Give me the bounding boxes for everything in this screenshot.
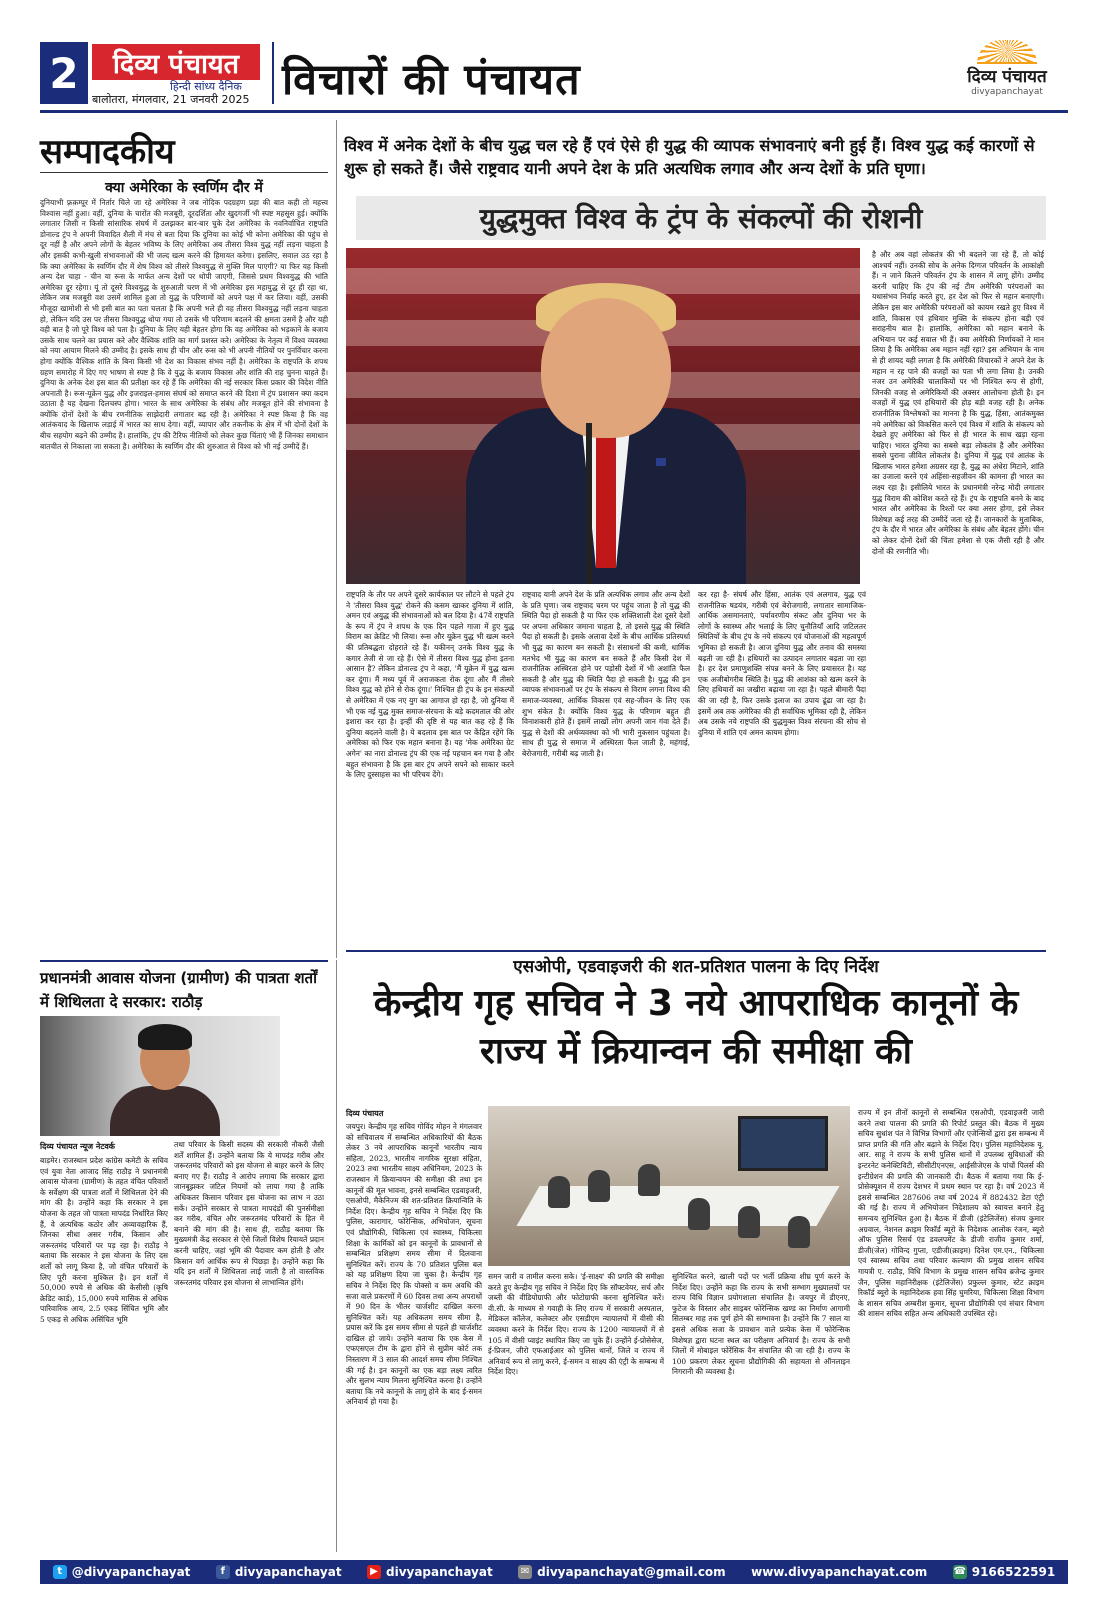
pull-quote: विश्व में अनेक देशों के बीच युद्ध चल रहे हैं एवं ऐसे ही युद्ध की व्यापक संभावनाएं बनी हुई हैं। विश्व युद्ध कई कारणों से शुरू हो सकते हैं। जैसे राष्ट्रवाद यानी अपने देश के प्रति अत्यधिक लगाव और अन्य देशों के प्रति घृणा। [344, 136, 1035, 178]
footer-twitter[interactable] [53, 1565, 191, 1579]
lead-headline: युद्धमुक्त विश्व के ट्रंप के संकल्पों की रोशनी [356, 196, 1046, 240]
pm-story-rule [40, 960, 328, 962]
story-kicker: एसओपी, एडवाइजरी की शत-प्रतिशत पालना के दिए निर्देश [346, 950, 1046, 978]
editorial-body: दुनियाभी फ़्रक़म्प़ूर में निर्तार चिले जा रहे अमेरिका ने जब नोदिक पदग्रहण प्रहा की बात कही तो महत्त्व विश्वास नहीं हुआ। वहीं, दुनिया के चारोंत की मजबूरी, दूरदर्शिता और खुदगर्जी भी स्पष्ट महसूस हुई। क्योंकि लगातार जिसी न किसी सांसारिक संघर्ष में उलझकर बार-बार चुके देश अमेरिका के नवनिर्वाचित राष्ट्रपति डोनाल्ड ट्रंप ने अपनी विवादित शैली में मंच से बता दिया कि दुनिया का कोई भी कोना अमेरिका की पहुंच से दूर नहीं है और अपने लोगों के बेहतर भविष्य के लिए अमेरिका अब तीसरा विश्व युद्ध नहीं लड़ना चाहता है और इसकी कभी-खुली संभावनाओं की भी जल्द खत्म करने की हिमायत करेगा। इसलिए, सवाल उठ रहा है कि क्या अमेरिका के स्वर्णिम दौर में शेष विश्व को तीसरे विश्वयुद्ध से मुक्ति मिल पाएगी? या फिर यह किसी अन्य देश चाहा - चीन या रूस के मार्फत अन्य देशों पर थोपी जाएगी, जिससे प्रथम विश्वयुद्ध की भांति अमेरिका दूर रहेगा। यूं तो दूसरे विश्वयुद्ध के शुरुआती चरण में भी अमेरिका इस महायुद्ध से दूर ही रहा था, लेकिन जब मजबूरी वश उसमें शामिल हुआ तो युद्ध के परिणामों को अपने पक्ष में कर लिया। वहीं, उसकी मौजूदा खामोशी से भी इसी बात का पता चलता है कि अपनी भले ही वह तीसरा विश्वयुद्ध नहीं लड़ना चाहता हो, लेकिन यदि उस पर तीसरा विश्वयुद्ध थोपा गया तो उसके भी परिणाम बदलने की क्षमता उसमें है और यही वही बात है जो पूरे विश्व को पता है। दुनिया के लिए यही बेहतर होगा कि वह अमेरिका को भड़काने के बजाय उसके साथ चलने का प्रयास करे और वैश्विक शांति का मार्ग प्रशस्त करे। अमेरिका के नेतृत्व में विश्व व्यवस्था को नया आयाम मिलने की उम्मीद है। इसके साथ ही चीन और रूस को भी अपनी नीतियों पर पुनर्विचार करना होगा क्योंकि वैश्विक शांति के बिना किसी भी देश का विकास संभव नहीं है। अमेरिका के राष्ट्रपति के शपथ ग्रहण समारोह में दिए गए भाषण से स्पष्ट है कि वे युद्ध के बजाय विकास और शांति की राह चुनना चाहते हैं। दुनिया के अनेक देश इस बात की प्रतीक्षा कर रहे हैं कि अमेरिका की नई सरकार किस प्रकार की विदेश नीति अपनाती है। रूस-यूक्रेन युद्ध और इजराइल-हमास संघर्ष को समाप्त करने की दिशा में ट्रंप प्रशासन क्या कदम उठाता है यह देखना दिलचस्प होगा। भारत के साथ अमेरिका के संबंध और मजबूत होने की संभावना है क्योंकि दोनों देशों के बीच रणनीतिक साझेदारी लगातार बढ़ रही है। अमेरिका ने स्पष्ट किया है कि वह आतंकवाद के खिलाफ लड़ाई में भारत का साथ देगा। वहीं, व्यापार और तकनीक के क्षेत्र में भी दोनों देशों के बीच सहयोग बढ़ने की उम्मीद है। हालांकि, ट्रंप की टैरिफ नीतियों को लेकर कुछ चिंताएं भी हैं जिनका समाधान बातचीत से निकाला जा सकता है। अमेरिका के स्वर्णिम दौर की शुरुआत से विश्व को भी नई उम्मीदें हैं। [40, 198, 328, 451]
phone-icon: ☎ [953, 1566, 966, 1577]
footer-bar [40, 1560, 1068, 1584]
home-secretary-col2: समन जारी व तामील करना सके। 'ई-साक्ष्य' की प्रगति की समीक्षा करते हुए केन्द्रीय गृह सचिव ने निर्देश दिए कि सॉफ्टवेयर, सर्च और जब्ती की वीडियोग्राफी और फोटोग्राफी करना सुनिश्चित करें। वी.सी. के माध्यम से गवाही के लिए राज्य में सरकारी अस्पताल, मेडिकल कॉलेज, कलेक्टर और एसडीएम न्यायालयों में वीसी की व्यवस्था करने के निर्देश दिए। राज्य के 1200 न्यायालयों में से 105 में वीसी प्वाइंट स्थापित किए जा चुके हैं। उन्होंने ई-प्रोसेसेज, ई-प्रिजन, जीरो एफआईआर को पुलिस थानों, जिले व राज्य में अनिवार्य रूप से लागू करने, ई-समन व साक्ष्य की एंट्री के सम्बन्ध में निर्देश दिए। [488, 1272, 664, 1377]
pm-story-byline: दिव्य पंचायत न्यूज नेटवर्क [40, 1142, 115, 1151]
lead-article-col2: राष्ट्रवाद यानी अपने देश के प्रति अत्यधिक लगाव और अन्य देशों के प्रति घृणा। जब राष्ट्रवाद चरम पर पहुंच जाता है तो युद्ध की स्थिति पैदा हो सकती है या फिर एक शक्तिशाली देश दूसरे देशों पर अपना अधिकार जमाना चाहता है, तो इससे युद्ध की स्थिति पैदा हो सकती है। इसके अलावा देशों के बीच आर्थिक प्रतिस्पर्धा भी युद्ध का कारण बन सकती है। संसाधनों की कमी, धार्मिक मतभेद भी युद्ध का कारण बन सकते हैं और किसी देश में राजनीतिक अस्थिरता होने पर पड़ोसी देशों में भी अशांति फैल सकती है और युद्ध की स्थिति पैदा हो सकती है। युद्ध की इन व्यापक संभावनाओं पर ट्रंप के संकल्प से विराम लगना विश्व की समाज-व्यवस्था, आर्थिक विकास एवं सह-जीवन के लिए एक शुभ संकेत है। क्योंकि विश्व युद्ध के परिणाम बहुत ही विनाशकारी होते हैं। इसमें लाखों लोग अपनी जान गंवा देते हैं। युद्ध से देशों की अर्थव्यवस्था को भी भारी नुकसान पहुंचता है। साथ ही युद्ध से समाज में अस्थिरता फैल जाती है, महंगाई, बेरोजगारी, गरीबी बढ़ जाती है। [522, 590, 690, 758]
paper-name: दिव्य पंचायत [92, 44, 260, 80]
logo-url: divyapanchayat [971, 87, 1043, 97]
rathore-photo [40, 1016, 280, 1136]
story-byline: दिव्य पंचायत [346, 1109, 384, 1118]
dateline: बालोतरा, मंगलवार, 21 जनवरी 2025 [92, 93, 250, 106]
masthead-divider [272, 42, 274, 104]
youtube-handle: divyapanchayat [385, 1565, 493, 1579]
home-secretary-col3: सुनिश्चित करने, खाली पदों पर भर्ती प्रक्रिया शीघ्र पूर्ण करने के निर्देश दिए। उन्होंने कहा कि राज्य के सभी सम्भाग मुख्यालयों पर राज्य विधि विज्ञान प्रयोगशाला संचालित है। जयपुर में डीएनए, फुटेज के विस्तार और साइबर फोरेन्सिक खण्ड का निर्माण आगामी सितम्बर माह तक पूर्ण होने की सम्भावना है। उन्होंने कि 7 साल या इससे अधिक सजा के प्रावधान वाले प्रत्येक केस में फोरेन्सिक विशेषज्ञ द्वारा घटना स्थल का परीक्षण अनिवार्य है। राज्य के सभी जिलों में मोबाइल फोरेंसिक वैन संचालित की जा रही है। राज्य के 100 प्रकरण लेकर सूचना प्रौद्योगिकी की सहायता से ऑनलाइन निगरानी की व्यवस्था है। [672, 1272, 850, 1377]
screen-icon [738, 1116, 828, 1171]
editorial-section-title: सम्पादकीय [40, 132, 175, 172]
footer-youtube[interactable] [367, 1565, 493, 1579]
email-icon: ✉ [518, 1565, 532, 1579]
footer-email[interactable] [518, 1565, 726, 1579]
lead-article-col4: है और अब वहां लोकतंत्र की भी बदलने जा रहे हैं, तो कोई आश्चर्य नहीं। उनकी सोच के अनेक दिग्गज परिवर्तन के आकांक्षी हैं। न जाने कितने परिवर्तन ट्रंप के शासन में लागू होंगे। उम्मीद करनी चाहिए कि ट्रंप की नई टीम अमेरिकी परंपराओं का यथासंभव निर्वाह करते हुए, हर देश को फिर से महान बनाएगी। लेकिन इस बार अमेरिकी परंपराओं को कायम रखते हुए विश्व में शांति, विकास एवं हथियार मुक्ति के संकल्प होना बड़ी एवं सराहनीय बात है। हालांकि, अमेरिका को महान बनाने के अभियान पर कई सवाल भी हैं। क्या अमेरिकी निर्णायकों ने मान लिया है कि अमेरिका अब महान नहीं रहा? इस अभियान के नाम से ही शायद यही लगता है कि अमेरिकी विचारकों ने अपने देश के महान न रह पाने की वजहों का पता भी लगा लिया है। उनकी नजर उन अमेरिकी चालाकियों पर भी निश्चित रूप से होगी, जिनकी वजह से अमेरिकियों की अक्सर आलोचना होती है। इन वजहों में युद्ध एवं हथियारों की होड़ बड़ी वजह रही है। अनेक राजनीतिक विश्लेषकों का मानना है कि युद्ध, हिंसा, आतंकमुक्त नये अमेरिका को विकसित करने एवं विश्व में शांति के संकल्प को देखते हुए अमेरिका को फिर से ही भारत के साथ खड़ा रहना चाहिए। भारत दुनिया का सबसे बड़ा लोकतंत्र है और अमेरिका सबसे पुराना जीवित लोकतंत्र है। दुनिया में युद्ध एवं आतंक के खिलाफ भारत हमेशा अग्रसर रहा है, युद्ध का अंधेरा मिटाने, शांति का उजाला करने एवं अहिंसा-सहजीवन की कामना ही भारत का लक्ष्य रहा है। इसीलिये भारत के प्रधानमंत्री नरेन्द्र मोदी लगातार युद्ध विराम की कोशिश करते रहे हैं। ट्रंप के राष्ट्रपति बनने के बाद भारत और अमेरिका के रिश्तों पर क्या असर होगा, इसे लेकर विशेषज्ञ कई तरह की उम्मीदें जता रहे हैं। जानकारों के मुताबिक, ट्रंप के दौर में भारत और अमेरिका के संबंध और बेहतर होंगे। चीन को लेकर दोनों देशों की चिंता हमेशा से एक जैसी रही है और दोनों की रणनीति भी। [872, 250, 1044, 556]
editorial-rule [40, 172, 328, 173]
section-title: विचारों की पंचायत [282, 55, 581, 105]
pm-story-headline: प्रधानमंत्री आवास योजना (ग्रामीण) की पात्रता शर्तों में शिथिलता दे सरकार: राठौड़ [40, 969, 317, 1011]
masthead-rule [40, 110, 1068, 113]
meeting-photo [488, 1106, 850, 1266]
pm-story-col2: तथा परिवार के किसी सदस्य की सरकारी नौकरी जैसी शर्तें शामिल हैं। उन्होंने बताया कि ये मापदंड गरीब और जरूरतमंद परिवारों को इस योजना से बाहर करने के लिए बनाए गए हैं। राठौड़ ने आरोप लगाया कि सरकार द्वारा जानबूझकर जटिल नियमों को लाया गया है ताकि अधिकतर किसान परिवार इस योजना का लाभ न उठा सकें। उन्होंने सरकार से पात्रता मापदंडों की पुनर्समीक्षा कर गरीब, वंचित और जरूरतमंद परिवारों के हित में बनाने की मांग की है। साथ ही, राठौड़ बताया कि मुख्यमंत्री केंद्र सरकार से ऐसे जिलों विशेष रियायतें प्रदान करनी चाहिए, जहां भूमि की पैदावार कम होती है और किसान वर्ग आर्थिक रूप से पिछड़ा है। उन्होंने कहा कि यदि इन शर्तों में शिथिलता लाई जाती है तो वास्तविक जरूरतमंद परिवार इस योजना से लाभान्वित होंगे। [174, 1140, 324, 1287]
home-secretary-col1: जयपुर। केन्द्रीय गृह सचिव गोविंद मोहन ने मंगलवार को सचिवालय में सम्बन्धित अधिकारियों की बैठक लेकर 3 नये आपराधिक कानूनों भारतीय न्याय संहिता, 2023, भारतीय नागरिक सुरक्षा संहिता, 2023 तथा भारतीय साक्ष्य अधिनियम, 2023 के राजस्थान में क्रियान्वयन की समीक्षा की तथा इन कानूनों की मूल भावना, इनसे सम्बन्धित एडवाइजरी, एसओपी, मैकेनिज्म की शत-प्रतिशत क्रियान्विति के निर्देश दिए। केन्द्रीय गृह सचिव ने निर्देश दिए कि पुलिस, कारागार, फोरेन्सिक, अभियोजन, सूचना एवं प्रौद्योगिकी, चिकित्सा एवं स्वास्थ्य, चिकित्सा शिक्षा के कार्मिकों को इन कानूनों के प्रावधानों से सम्बन्धित प्रशिक्षण समय सीमा में दिलवाना सुनिश्चित करें। राज्य के 70 प्रतिशत पुलिस बल को यह प्रशिक्षण दिया जा चुका है। केन्द्रीय गृह सचिव ने निर्देश दिए कि पोक्सो व कम अवधि की सजा वाले प्रकरणों में 60 दिवस तथा अन्य अपराधों में 90 दिन के भीतर चार्जशीट दाखिल करना सुनिश्चित करें। यह अधिकतम समय सीमा है, प्रयास करें कि इस समय सीमा से पहले ही चार्जशीट दाखिल हो जाये। उन्होंने बताया कि एक केस में एफएसएल टीम के द्वारा होने से सुप्रीम कोर्ट तक निस्तारण में 3 साल की आदर्श समय सीमा निश्चित की गई है। इन कानूनों का एक बड़ा लक्ष्य त्वरित और सुलभ न्याय मिलना सुनिश्चित करना है। उन्होंने बताया कि नये कानूनों के लागू होने के बाद ई-समन अनिवार्य हो गया है। [346, 1122, 482, 1407]
footer-facebook[interactable] [216, 1565, 342, 1579]
twitter-icon: t [53, 1565, 67, 1579]
youtube-icon: ▶ [367, 1565, 381, 1579]
flag-pin-icon [656, 458, 666, 466]
home-secretary-headline: केन्द्रीय गृह सचिव ने 3 नये आपराधिक कानूनों के राज्य में क्रियान्वन की समीक्षा की [373, 983, 1019, 1072]
facebook-handle: divyapanchayat [234, 1565, 342, 1579]
lead-article-col3: कर रहा है- संघर्ष और हिंसा, आतंक एवं अलगाव, युद्ध एवं राजनीतिक षडयंत्र, गरीबी एवं बेरोजगारी, लगातार सामाजिक-आर्थिक असमानताएं, पर्यावरणीय संकट और दुनिया भर के लोगों के स्वास्थ्य और भलाई के लिए चुनौतियाँ आदि जटिलतर स्थितियों के बीच ट्रंप के नये संकल्प एवं योजनाओं की महत्वपूर्ण भूमिका हो सकती है। आज दुनिया युद्ध और तनाव की समस्या बढ़ती जा रही है। हथियारों का उत्पादन लगातार बढ़ता जा रहा है। हर देश प्रमाणुशक्ति संपन्न बनने के लिए प्रयासरत है। यह एक अजीबोगरीब स्थिति है। युद्ध की आशंका को खत्म करने के लिए हथियारों का जखीरा बढ़ाया जा रहा है। पहले बीमारी पैदा की जा रही है, फिर उसके इलाज का उपाय ढूंढा जा रहा है। इसमें अब तक अमेरिका की ही सर्वाधिक भूमिका रही है, लेकिन अब उसके नये राष्ट्रपति की युद्धमुक्त विश्व संरचना की सोच से दुनिया में शांति एवं अमन कायम होगा। [698, 590, 866, 737]
paper-logo [946, 40, 1068, 106]
column-divider [336, 120, 337, 958]
trump-photo [346, 248, 860, 584]
paper-tagline: हिन्दी सांध्य दैनिक [170, 80, 242, 93]
editorial-headline: क्या अमेरिका के स्वर्णिम दौर में [105, 180, 263, 196]
home-secretary-col4: राज्य में इन तीनों कानूनों से सम्बन्धित एसओपी, एडवाइजरी जारी करने तथा पालना की प्रगति की रिपोर्ट प्रस्तुत की। बैठक में मुख्य सचिव सुधांश पंत ने विभिन्न विभागों और एजेन्सियों द्वारा इस सम्बन्ध में प्राप्त प्रगति की गति और बढ़ाने के निर्देश दिए। पुलिस महानिदेशक यू. आर. साहू ने राज्य के सभी पुलिस थानों में उपलब्ध सुविधाओं की इन्टरनेट कनेक्टिविटी, सीसीटीएनएस, आईसीजेएस के पांचों पिलर्स की इन्टीग्रेशन की प्रगति की जानकारी दी। बैठक में बताया गया कि ई-प्रोसेक्यूशन में राज्य देशभर में प्रथम स्थान पर रहा है। वर्ष 2023 में इससे सम्बन्धित 287606 तथा वर्ष 2024 में 882432 डेटा एंट्री की गई है। राज्य में अभियोजन निदेशालय को स्वायत्त बनाने हेतु समन्वय सुनिश्चित हुआ है। बैठक में डीजी (इंटेलिजेंस) संजय कुमार अग्रवाल, नेशनल क्राइम रिकॉर्ड ब्यूरो के निदेशक आलोक रंजन, ब्यूरो ऑफ पुलिस रिसर्च एंड डवलपमेंट के डीजी राजीव कुमार शर्मा, डीजी(जेल) गोविन्द गुप्ता, एडीजी(क्राइम) दिनेश एम.एन., चिकित्सा एवं स्वास्थ्य सचिव तथा परिवार कल्याण की प्रमुख शासन सचिव गायत्री ए. राठौड़, विधि विभाग के प्रमुख शासन सचिव ब्रजेन्द्र कुमार जैन, पुलिस महानिरीक्षक (इंटेलिजेंस) प्रफुल्ल कुमार, स्टेट क्राइम रिकॉर्ड ब्यूरो के महानिदेशक हवा सिंह घुमरिया, चिकित्सा शिक्षा विभाग के शासन सचिव अम्बरीश कुमार, सूचना प्रौद्योगिकी एवं संचार विभाग की शासन सचिव सहित अन्य अधिकारी उपस्थित रहे। [858, 1108, 1044, 1319]
twitter-handle: @divyapanchayat [71, 1565, 191, 1579]
footer-phone[interactable] [953, 1565, 1056, 1579]
phone-number: 9166522591 [971, 1565, 1056, 1579]
lead-article-col1: राष्ट्रपति के तौर पर अपने दूसरे कार्यकाल पर लौटने से पहले ट्रंप ने 'तीसरा विश्व युद्ध' रोकने की कसम खाकर दुनिया में शांति, अमन एवं अयुद्ध की संभावनाओं को बल दिया है। 47वें राष्ट्रपति के रूप में ट्रंप ने शपथ के एक दिन पहले गाजा में हुए युद्ध विराम का क्रेडिट भी लिया। रूस और यूक्रेन युद्ध भी खत्म करने की प्रतिबद्धता दोहराते रहे हैं। यकीनन् उनके विश्व युद्ध के कगार तेजी से जा रहे हैं। ऐसे में तीसरा विश्व युद्ध होना इतना आसान है? लेकिन डोनाल्ड ट्रंप ने कहा, 'मैं यूक्रेन में युद्ध खत्म कर दूंगा। मैं मध्य पूर्व में अराजकता रोक दूंगा और मैं तीसरे विश्व युद्ध को होने से रोक दूंगा।' निश्चित ही ट्रंप के इन संकल्पों से अमेरिका में एक नए युग का आगाज हो रहा है, जो दुनिया में भी एक नई युद्ध मुक्त समाज-संरचना के बड़े कदमताल की ओर इशारा कर रहा है। इन्हीं की दृष्टि से यह बात कह रहे हैं कि दुनिया बदलने वाली है। ये बदलाव इस बात पर केंद्रित रहेंगे कि अमेरिका को फिर एक महान बनाना है। यह 'मेक अमेरिका ग्रेट अगेन' का नारा डोनाल्ड ट्रंप की एक नई पहचान बन गया है और बहुत संभावना है कि इस बार ट्रंप अपने सपने को साकार करने के लिए दुस्साहस का भी परिचय देंगे। [346, 590, 514, 780]
column-divider [336, 960, 337, 1552]
website-url: www.divyapanchayat.com [751, 1565, 928, 1579]
facebook-icon: f [216, 1565, 230, 1579]
pm-story-col1: बाड़मेर। राजस्थान प्रदेश कांग्रेस कमेटी के सचिव एवं युवा नेता आजाद सिंह राठौड़ ने प्रधानमंत्री आवास योजना (ग्रामीण) के तहत वंचित परिवारों के सर्वेक्षण की पात्रता शर्तों में शिथिलता देने की मांग की है। उन्होंने कहा कि सरकार ने इस योजना के तहत जो पात्रता मापदंड निर्धारित किए हैं, वे अत्यधिक कठोर और अव्यावहारिक हैं, जिनका सीधा असर गरीब, किसान और जरूरतमंद परिवारों पर पड़ रहा है। राठौड़ ने बताया कि सरकार ने इस योजना के लिए दस शर्तों को लागू किया है, जो वंचित परिवारों के लिए पूरी करना मुश्किल है। इन शर्तों में 50,000 रुपये से अधिक की केसीसी (कृषि क्रेडिट कार्ड), 15,000 रुपये मासिक से अधिक पारिवारिक आय, 2.5 एकड़ सिंचित भूमि और 5 एकड़ से अधिक असिंचित भूमि [40, 1156, 168, 1324]
logo-name: दिव्य पंचायत [967, 67, 1047, 87]
email-address: divyapanchayat@gmail.com [537, 1565, 726, 1579]
footer-website[interactable] [751, 1565, 927, 1579]
page-number: 2 [40, 42, 88, 104]
sun-logo-icon [977, 40, 1037, 64]
microphone-icon [586, 423, 592, 584]
